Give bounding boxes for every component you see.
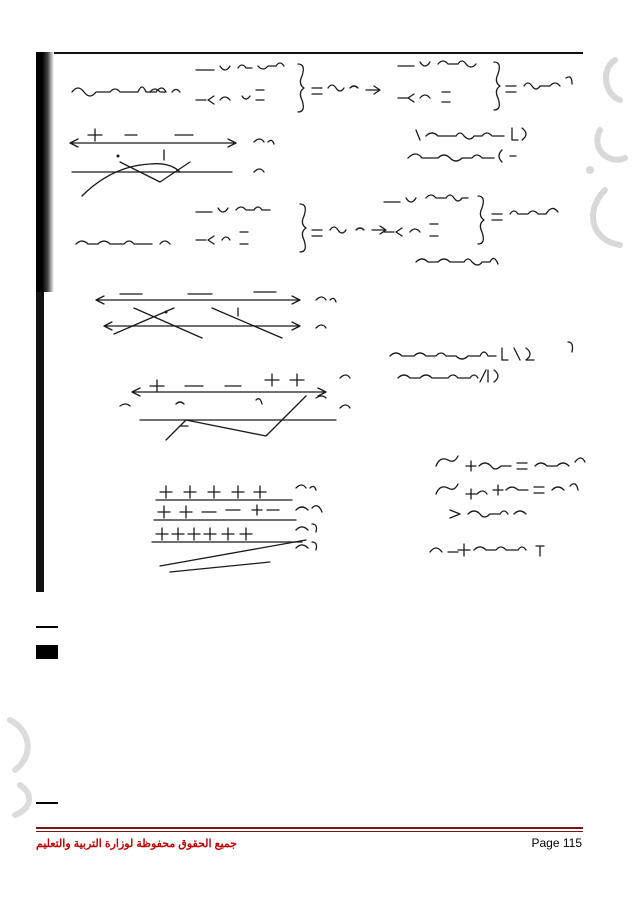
- handwritten-statement-3: [390, 342, 573, 382]
- footer-page-number: Page 115: [531, 836, 582, 850]
- handwritten-statement-1: [408, 128, 526, 162]
- footer-rule-thin: [36, 831, 583, 832]
- sign-chart-4: [152, 485, 322, 572]
- footer-rule: [36, 827, 583, 829]
- sign-chart-2: [96, 292, 336, 338]
- footer-copyright: جميع الحقوق محفوظة لوزارة التربية والتعليم: [36, 838, 237, 850]
- handwritten-equation-row-2: [76, 195, 558, 265]
- sign-chart-1: [70, 129, 274, 196]
- handwritten-equation-row-1: [72, 61, 572, 112]
- sign-chart-3: [120, 374, 350, 440]
- handwritten-equation-row-4: [430, 456, 585, 556]
